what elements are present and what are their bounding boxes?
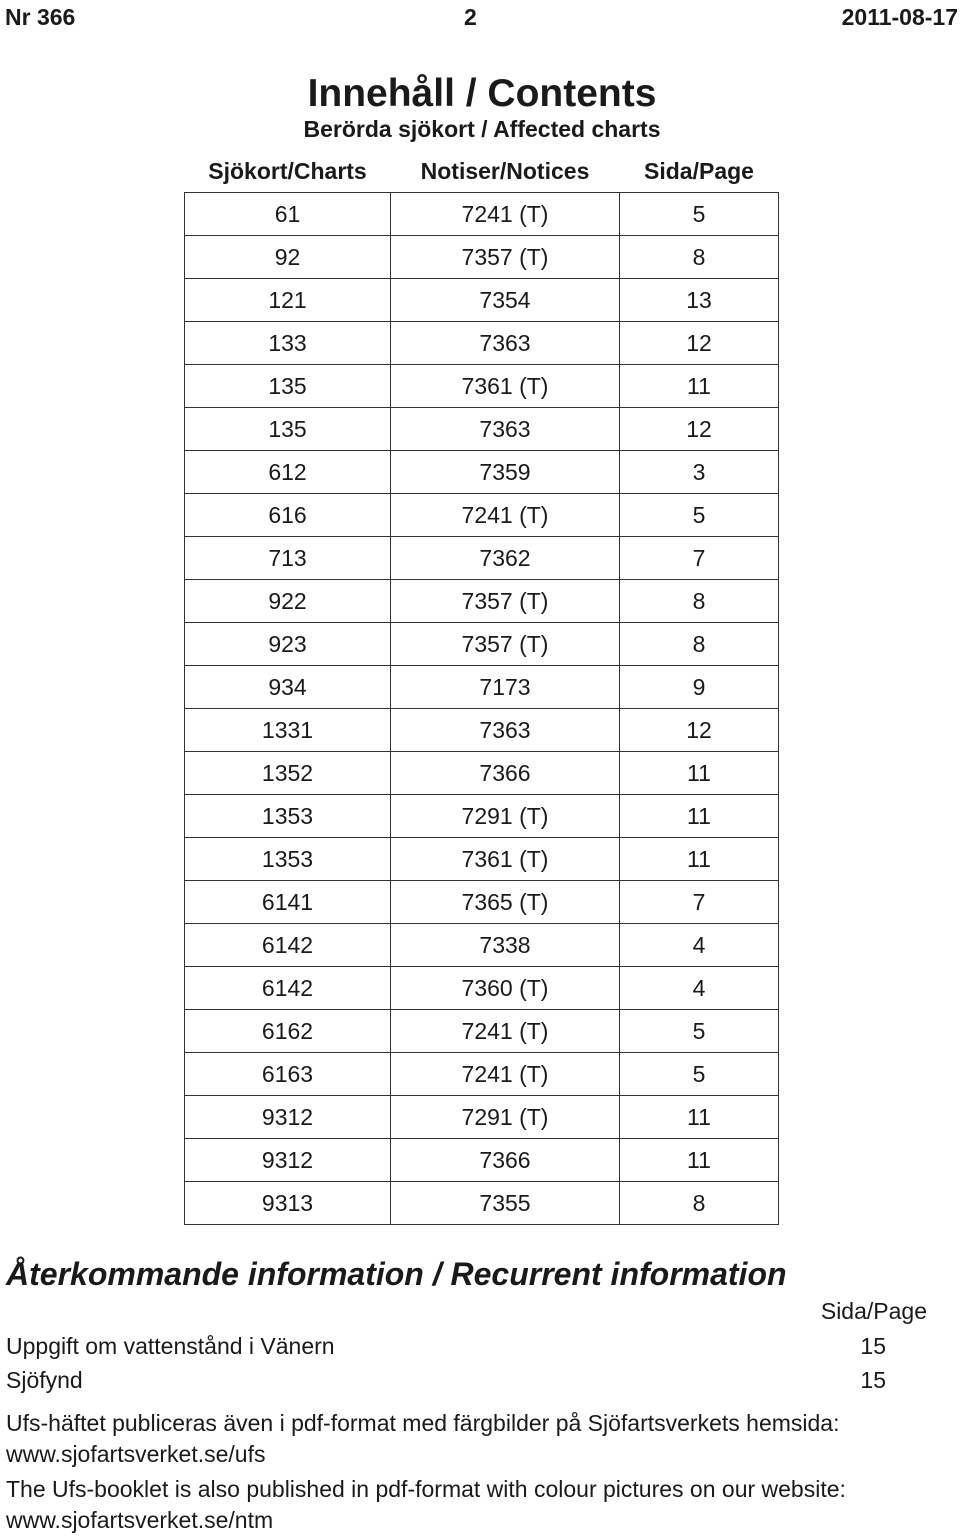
- cell-notice-number: 7363: [391, 709, 620, 752]
- cell-chart-number: 61: [185, 193, 391, 236]
- cell-chart-number: 6163: [185, 1053, 391, 1096]
- table-row: [185, 666, 779, 709]
- table-header-row: [185, 150, 779, 193]
- table-body: [185, 193, 779, 1225]
- cell-notice-number: 7338: [391, 924, 620, 967]
- cell-page-number: 12: [620, 709, 779, 752]
- cell-chart-number: 92: [185, 236, 391, 279]
- cell-chart-number: 1353: [185, 838, 391, 881]
- cell-chart-number: 616: [185, 494, 391, 537]
- cell-chart-number: 1331: [185, 709, 391, 752]
- cell-notice-number: 7366: [391, 1139, 620, 1182]
- cell-page-number: 7: [620, 881, 779, 924]
- table-row: [185, 1010, 779, 1053]
- cell-chart-number: 923: [185, 623, 391, 666]
- table-row: [185, 365, 779, 408]
- cell-chart-number: 6162: [185, 1010, 391, 1053]
- recurrent-item-page: 15: [860, 1367, 886, 1393]
- note-english: The Ufs-booklet is also published in pdf-format with colour pictures on our website: www.sjofartsverket.se/ntm: [6, 1476, 846, 1533]
- cell-page-number: 13: [620, 279, 779, 322]
- cell-page-number: 8: [620, 623, 779, 666]
- table-row: [185, 322, 779, 365]
- table-row: [185, 838, 779, 881]
- page-title: Innehåll / Contents: [307, 72, 657, 115]
- cell-chart-number: 9313: [185, 1182, 391, 1225]
- cell-notice-number: 7241 (T): [391, 1010, 620, 1053]
- cell-page-number: 9: [620, 666, 779, 709]
- table-row: [185, 709, 779, 752]
- cell-notice-number: 7359: [391, 451, 620, 494]
- cell-notice-number: 7363: [391, 322, 620, 365]
- cell-notice-number: 7361 (T): [391, 365, 620, 408]
- recurrent-item-page: 15: [860, 1333, 886, 1359]
- cell-notice-number: 7291 (T): [391, 795, 620, 838]
- cell-page-number: 11: [620, 365, 779, 408]
- table-row: [185, 881, 779, 924]
- cell-page-number: 5: [620, 1053, 779, 1096]
- cell-notice-number: 7357 (T): [391, 236, 620, 279]
- cell-page-number: 4: [620, 967, 779, 1010]
- recurrent-item: [6, 1367, 886, 1394]
- cell-notice-number: 7241 (T): [391, 1053, 620, 1096]
- issue-date: 2011-08-17: [841, 4, 958, 30]
- cell-notice-number: 7363: [391, 408, 620, 451]
- cell-chart-number: 6141: [185, 881, 391, 924]
- cell-notice-number: 7361 (T): [391, 838, 620, 881]
- cell-page-number: 5: [620, 1010, 779, 1053]
- table-row: [185, 752, 779, 795]
- cell-page-number: 12: [620, 408, 779, 451]
- cell-chart-number: 6142: [185, 924, 391, 967]
- table-row: [185, 1096, 779, 1139]
- table-row: [185, 236, 779, 279]
- cell-notice-number: 7173: [391, 666, 620, 709]
- cell-notice-number: 7355: [391, 1182, 620, 1225]
- note-swedish: Ufs-häftet publiceras även i pdf-format med färgbilder på Sjöfartsverkets hemsida: www.sjofartsverket.se/ufs: [6, 1410, 840, 1467]
- cell-page-number: 7: [620, 537, 779, 580]
- cell-chart-number: 934: [185, 666, 391, 709]
- cell-page-number: 11: [620, 838, 779, 881]
- cell-notice-number: 7241 (T): [391, 193, 620, 236]
- page-number: 2: [464, 4, 477, 30]
- cell-notice-number: 7354: [391, 279, 620, 322]
- cell-page-number: 11: [620, 795, 779, 838]
- recurrent-item-label: Uppgift om vattenstånd i Vänern: [6, 1333, 335, 1359]
- cell-chart-number: 9312: [185, 1139, 391, 1182]
- table-row: [185, 580, 779, 623]
- table-row: [185, 1053, 779, 1096]
- cell-notice-number: 7357 (T): [391, 623, 620, 666]
- cell-notice-number: 7291 (T): [391, 1096, 620, 1139]
- cell-notice-number: 7366: [391, 752, 620, 795]
- table-row: [185, 1182, 779, 1225]
- cell-page-number: 11: [620, 752, 779, 795]
- cell-chart-number: 1352: [185, 752, 391, 795]
- cell-chart-number: 6142: [185, 967, 391, 1010]
- page-subtitle: Berörda sjökort / Affected charts: [303, 116, 661, 142]
- table-row: [185, 795, 779, 838]
- table-row: [185, 1139, 779, 1182]
- column-header-notices: Notiser/Notices: [420, 157, 590, 184]
- column-header-charts: Sjökort/Charts: [208, 157, 367, 184]
- table-row: [185, 279, 779, 322]
- recurrent-section-title: Återkommande information / Recurrent information: [6, 1256, 787, 1292]
- table-row: [185, 967, 779, 1010]
- table-row: [185, 494, 779, 537]
- recurrent-item: [6, 1333, 886, 1360]
- cell-page-number: 8: [620, 1182, 779, 1225]
- cell-chart-number: 121: [185, 279, 391, 322]
- recurrent-item-label: Sjöfynd: [6, 1367, 83, 1393]
- cell-chart-number: 9312: [185, 1096, 391, 1139]
- cell-notice-number: 7360 (T): [391, 967, 620, 1010]
- recurrent-page-column-header: Sida/Page: [820, 1298, 927, 1324]
- table-row: [185, 924, 779, 967]
- table-row: [185, 537, 779, 580]
- cell-notice-number: 7362: [391, 537, 620, 580]
- cell-page-number: 4: [620, 924, 779, 967]
- cell-chart-number: 133: [185, 322, 391, 365]
- cell-notice-number: 7241 (T): [391, 494, 620, 537]
- cell-notice-number: 7357 (T): [391, 580, 620, 623]
- cell-page-number: 3: [620, 451, 779, 494]
- cell-notice-number: 7365 (T): [391, 881, 620, 924]
- table-row: [185, 451, 779, 494]
- cell-chart-number: 612: [185, 451, 391, 494]
- cell-chart-number: 713: [185, 537, 391, 580]
- cell-page-number: 12: [620, 322, 779, 365]
- cell-chart-number: 135: [185, 365, 391, 408]
- cell-chart-number: 922: [185, 580, 391, 623]
- cell-page-number: 11: [620, 1096, 779, 1139]
- affected-charts-table: [184, 150, 779, 1225]
- cell-page-number: 8: [620, 236, 779, 279]
- table-row: [185, 623, 779, 666]
- cell-page-number: 8: [620, 580, 779, 623]
- table-row: [185, 193, 779, 236]
- cell-page-number: 5: [620, 494, 779, 537]
- cell-chart-number: 135: [185, 408, 391, 451]
- cell-page-number: 11: [620, 1139, 779, 1182]
- column-header-page: Sida/Page: [644, 157, 754, 184]
- issue-number: Nr 366: [5, 4, 76, 30]
- cell-page-number: 5: [620, 193, 779, 236]
- cell-chart-number: 1353: [185, 795, 391, 838]
- table-row: [185, 408, 779, 451]
